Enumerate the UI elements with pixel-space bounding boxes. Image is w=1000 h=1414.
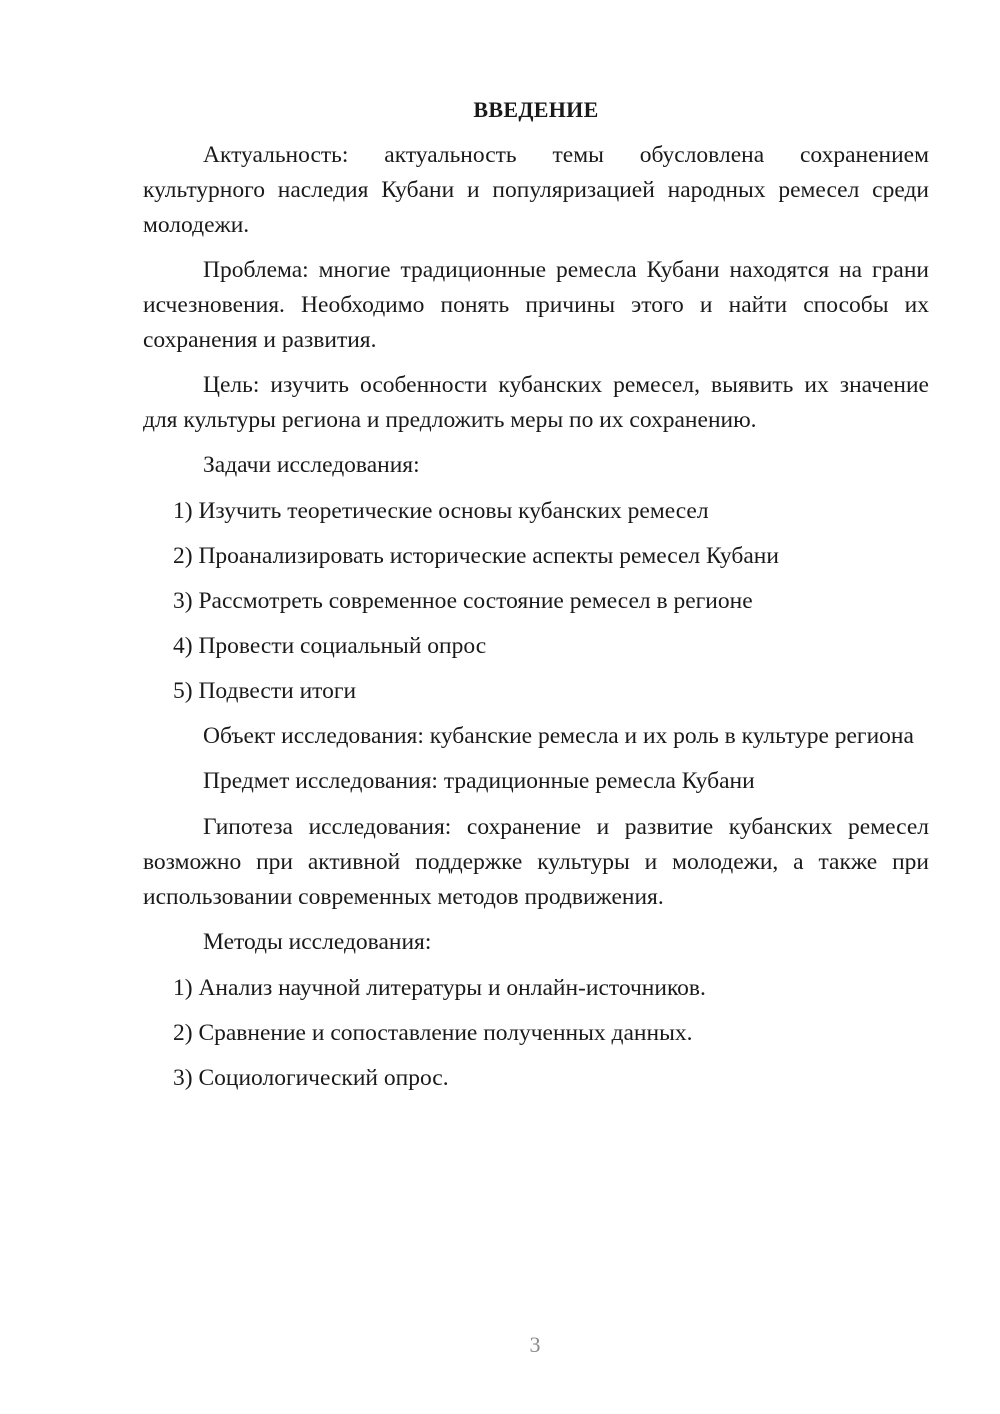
paragraph-goal: Цель: изучить особенности кубанских ремесел, выявить их значение для культуры региона и предложить меры по их сохранению. [143, 372, 929, 433]
page-number: 3 [529, 1332, 541, 1357]
list-item: 4) Провести социальный опрос [173, 633, 487, 659]
list-item: 3) Рассмотреть современное состояние ремесел в регионе [173, 588, 753, 614]
page-content [143, 95, 929, 1106]
methods-title: Методы исследования: [203, 929, 432, 955]
paragraph-hypothesis: Гипотеза исследования: сохранение и развитие кубанских ремесел возможно при активной поддержке культуры и молодежи, а также при использовании современных методов продвижения. [143, 814, 929, 910]
paragraph-problem: Проблема: многие традиционные ремесла Кубани находятся на грани исчезновения. Необходимо понять причины этого и найти способы их сохранения и развития. [143, 257, 929, 353]
list-item: 3) Социологический опрос. [173, 1065, 449, 1091]
paragraph-subject: Предмет исследования: традиционные ремесла Кубани [203, 768, 755, 794]
tasks-title: Задачи исследования: [203, 452, 420, 478]
list-item: 1) Изучить теоретические основы кубанских ремесел [173, 498, 709, 524]
tasks-list [143, 494, 929, 709]
section-heading: ВВЕДЕНИЕ [473, 97, 599, 122]
list-item: 2) Проанализировать исторические аспекты ремесел Кубани [173, 543, 779, 569]
paragraph-object: Объект исследования: кубанские ремесла и их роль в культуре региона [203, 723, 914, 749]
paragraph-relevance: Актуальность: актуальность темы обусловлена сохранением культурного наследия Кубани и популяризацией народных ремесел среди молодежи. [143, 142, 929, 238]
methods-list [143, 971, 929, 1096]
list-item: 1) Анализ научной литературы и онлайн-источников. [173, 975, 706, 1001]
list-item: 2) Сравнение и сопоставление полученных данных. [173, 1020, 693, 1046]
list-item: 5) Подвести итоги [173, 678, 357, 704]
